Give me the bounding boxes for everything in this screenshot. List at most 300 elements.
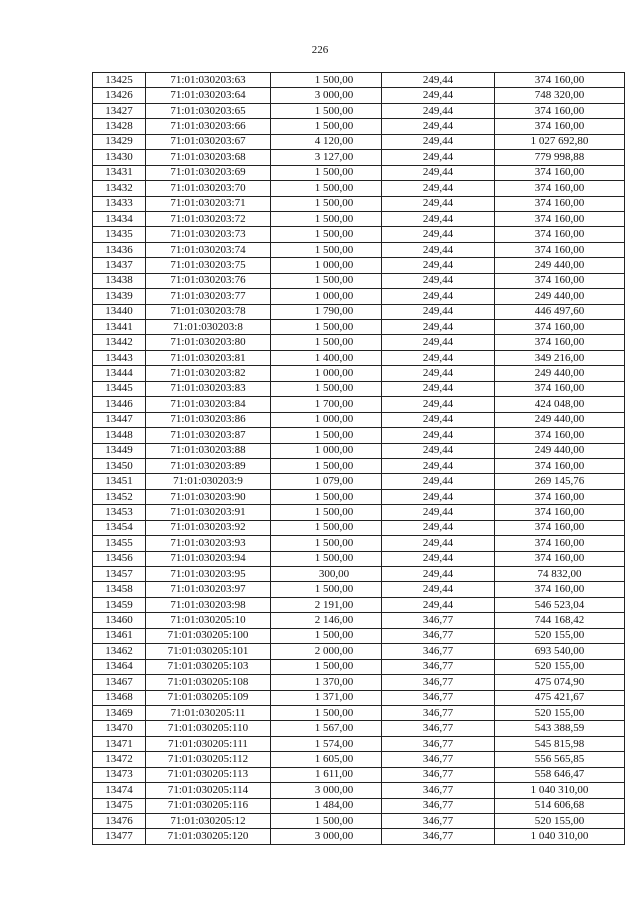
value-cell: 374 160,00 xyxy=(495,227,625,242)
rate-cell: 346,77 xyxy=(382,798,495,813)
area-cell: 1 500,00 xyxy=(271,181,382,196)
table-row xyxy=(93,721,625,736)
area-cell: 1 500,00 xyxy=(271,165,382,180)
cadastral-number-cell: 71:01:030203:80 xyxy=(146,335,271,350)
value-cell: 475 421,67 xyxy=(495,690,625,705)
row-number-cell: 13429 xyxy=(93,134,146,149)
row-number-cell: 13468 xyxy=(93,690,146,705)
area-cell: 1 700,00 xyxy=(271,397,382,412)
table-row xyxy=(93,196,625,211)
row-number-cell: 13467 xyxy=(93,675,146,690)
table-row xyxy=(93,227,625,242)
cadastral-number-cell: 71:01:030205:12 xyxy=(146,814,271,829)
value-cell: 424 048,00 xyxy=(495,397,625,412)
value-cell: 249 440,00 xyxy=(495,289,625,304)
table-row xyxy=(93,150,625,165)
row-number-cell: 13434 xyxy=(93,211,146,226)
rate-cell: 249,44 xyxy=(382,381,495,396)
rate-cell: 249,44 xyxy=(382,227,495,242)
rate-cell: 346,77 xyxy=(382,628,495,643)
rate-cell: 346,77 xyxy=(382,644,495,659)
cadastral-number-cell: 71:01:030205:100 xyxy=(146,628,271,643)
rate-cell: 249,44 xyxy=(382,335,495,350)
value-cell: 374 160,00 xyxy=(495,165,625,180)
area-cell: 1 000,00 xyxy=(271,289,382,304)
cadastral-number-cell: 71:01:030203:71 xyxy=(146,196,271,211)
rate-cell: 249,44 xyxy=(382,428,495,443)
row-number-cell: 13454 xyxy=(93,520,146,535)
value-cell: 249 440,00 xyxy=(495,443,625,458)
cadastral-number-cell: 71:01:030203:83 xyxy=(146,381,271,396)
area-cell: 1 574,00 xyxy=(271,736,382,751)
rate-cell: 249,44 xyxy=(382,304,495,319)
area-cell: 1 000,00 xyxy=(271,366,382,381)
area-cell: 1 500,00 xyxy=(271,227,382,242)
value-cell: 1 027 692,80 xyxy=(495,134,625,149)
area-cell: 1 500,00 xyxy=(271,335,382,350)
table-row xyxy=(93,412,625,427)
cadastral-number-cell: 71:01:030205:116 xyxy=(146,798,271,813)
row-number-cell: 13444 xyxy=(93,366,146,381)
table-row xyxy=(93,119,625,134)
cadastral-number-cell: 71:01:030203:78 xyxy=(146,304,271,319)
table-row xyxy=(93,211,625,226)
rate-cell: 249,44 xyxy=(382,150,495,165)
cadastral-number-cell: 71:01:030203:75 xyxy=(146,258,271,273)
value-cell: 546 523,04 xyxy=(495,597,625,612)
value-cell: 374 160,00 xyxy=(495,211,625,226)
value-cell: 374 160,00 xyxy=(495,273,625,288)
cadastral-number-cell: 71:01:030203:87 xyxy=(146,428,271,443)
table-row xyxy=(93,613,625,628)
area-cell: 3 000,00 xyxy=(271,88,382,103)
table-row xyxy=(93,428,625,443)
row-number-cell: 13464 xyxy=(93,659,146,674)
area-cell: 3 127,00 xyxy=(271,150,382,165)
table-row xyxy=(93,736,625,751)
area-cell: 1 500,00 xyxy=(271,242,382,257)
table-row xyxy=(93,767,625,782)
rate-cell: 346,77 xyxy=(382,767,495,782)
table-row xyxy=(93,397,625,412)
row-number-cell: 13476 xyxy=(93,814,146,829)
table-row xyxy=(93,242,625,257)
area-cell: 1 500,00 xyxy=(271,196,382,211)
table-row xyxy=(93,366,625,381)
cadastral-number-cell: 71:01:030205:113 xyxy=(146,767,271,782)
table-row xyxy=(93,520,625,535)
rate-cell: 249,44 xyxy=(382,489,495,504)
cadastral-number-cell: 71:01:030203:88 xyxy=(146,443,271,458)
value-cell: 374 160,00 xyxy=(495,458,625,473)
area-cell: 1 500,00 xyxy=(271,520,382,535)
row-number-cell: 13433 xyxy=(93,196,146,211)
table-row xyxy=(93,273,625,288)
cadastral-number-cell: 71:01:030203:66 xyxy=(146,119,271,134)
area-cell: 4 120,00 xyxy=(271,134,382,149)
rate-cell: 249,44 xyxy=(382,597,495,612)
rate-cell: 249,44 xyxy=(382,443,495,458)
value-cell: 1 040 310,00 xyxy=(495,829,625,844)
value-cell: 520 155,00 xyxy=(495,814,625,829)
rate-cell: 346,77 xyxy=(382,690,495,705)
rate-cell: 249,44 xyxy=(382,119,495,134)
rate-cell: 346,77 xyxy=(382,829,495,844)
rate-cell: 346,77 xyxy=(382,752,495,767)
cadastral-number-cell: 71:01:030205:11 xyxy=(146,705,271,720)
cadastral-number-cell: 71:01:030205:110 xyxy=(146,721,271,736)
area-cell: 1 500,00 xyxy=(271,628,382,643)
area-cell: 1 000,00 xyxy=(271,258,382,273)
cadastral-number-cell: 71:01:030203:93 xyxy=(146,536,271,551)
area-cell: 1 500,00 xyxy=(271,814,382,829)
row-number-cell: 13430 xyxy=(93,150,146,165)
row-number-cell: 13469 xyxy=(93,705,146,720)
value-cell: 475 074,90 xyxy=(495,675,625,690)
area-cell: 1 000,00 xyxy=(271,412,382,427)
land-plot-table xyxy=(92,72,625,845)
cadastral-number-cell: 71:01:030203:65 xyxy=(146,103,271,118)
cadastral-number-cell: 71:01:030203:89 xyxy=(146,458,271,473)
value-cell: 374 160,00 xyxy=(495,551,625,566)
value-cell: 545 815,98 xyxy=(495,736,625,751)
cadastral-number-cell: 71:01:030203:91 xyxy=(146,505,271,520)
row-number-cell: 13472 xyxy=(93,752,146,767)
area-cell: 300,00 xyxy=(271,567,382,582)
table-row xyxy=(93,551,625,566)
row-number-cell: 13453 xyxy=(93,505,146,520)
cadastral-number-cell: 71:01:030203:90 xyxy=(146,489,271,504)
row-number-cell: 13456 xyxy=(93,551,146,566)
row-number-cell: 13458 xyxy=(93,582,146,597)
rate-cell: 249,44 xyxy=(382,412,495,427)
table-row xyxy=(93,165,625,180)
row-number-cell: 13425 xyxy=(93,73,146,88)
row-number-cell: 13428 xyxy=(93,119,146,134)
table-row xyxy=(93,88,625,103)
row-number-cell: 13445 xyxy=(93,381,146,396)
cadastral-number-cell: 71:01:030203:82 xyxy=(146,366,271,381)
cadastral-number-cell: 71:01:030205:10 xyxy=(146,613,271,628)
rate-cell: 249,44 xyxy=(382,366,495,381)
row-number-cell: 13471 xyxy=(93,736,146,751)
row-number-cell: 13442 xyxy=(93,335,146,350)
table-row xyxy=(93,289,625,304)
value-cell: 744 168,42 xyxy=(495,613,625,628)
rate-cell: 249,44 xyxy=(382,474,495,489)
rate-cell: 249,44 xyxy=(382,73,495,88)
cadastral-number-cell: 71:01:030203:95 xyxy=(146,567,271,582)
area-cell: 1 370,00 xyxy=(271,675,382,690)
rate-cell: 249,44 xyxy=(382,505,495,520)
value-cell: 693 540,00 xyxy=(495,644,625,659)
area-cell: 1 500,00 xyxy=(271,211,382,226)
area-cell: 1 079,00 xyxy=(271,474,382,489)
cadastral-number-cell: 71:01:030205:111 xyxy=(146,736,271,751)
rate-cell: 346,77 xyxy=(382,705,495,720)
value-cell: 74 832,00 xyxy=(495,567,625,582)
table-row xyxy=(93,443,625,458)
cadastral-number-cell: 71:01:030203:84 xyxy=(146,397,271,412)
cadastral-number-cell: 71:01:030203:9 xyxy=(146,474,271,489)
rate-cell: 346,77 xyxy=(382,613,495,628)
area-cell: 1 790,00 xyxy=(271,304,382,319)
row-number-cell: 13446 xyxy=(93,397,146,412)
area-cell: 1 500,00 xyxy=(271,536,382,551)
cadastral-number-cell: 71:01:030205:109 xyxy=(146,690,271,705)
rate-cell: 249,44 xyxy=(382,88,495,103)
area-cell: 1 500,00 xyxy=(271,705,382,720)
table-row xyxy=(93,597,625,612)
value-cell: 374 160,00 xyxy=(495,428,625,443)
area-cell: 2 000,00 xyxy=(271,644,382,659)
area-cell: 3 000,00 xyxy=(271,783,382,798)
cadastral-number-cell: 71:01:030203:72 xyxy=(146,211,271,226)
value-cell: 543 388,59 xyxy=(495,721,625,736)
rate-cell: 249,44 xyxy=(382,520,495,535)
value-cell: 374 160,00 xyxy=(495,381,625,396)
row-number-cell: 13473 xyxy=(93,767,146,782)
value-cell: 558 646,47 xyxy=(495,767,625,782)
value-cell: 374 160,00 xyxy=(495,119,625,134)
area-cell: 1 500,00 xyxy=(271,505,382,520)
row-number-cell: 13441 xyxy=(93,320,146,335)
row-number-cell: 13470 xyxy=(93,721,146,736)
table-row xyxy=(93,335,625,350)
value-cell: 374 160,00 xyxy=(495,536,625,551)
cadastral-number-cell: 71:01:030203:70 xyxy=(146,181,271,196)
area-cell: 1 611,00 xyxy=(271,767,382,782)
area-cell: 1 567,00 xyxy=(271,721,382,736)
rate-cell: 249,44 xyxy=(382,458,495,473)
rate-cell: 249,44 xyxy=(382,196,495,211)
cadastral-number-cell: 71:01:030203:81 xyxy=(146,350,271,365)
rate-cell: 249,44 xyxy=(382,582,495,597)
cadastral-number-cell: 71:01:030203:68 xyxy=(146,150,271,165)
value-cell: 374 160,00 xyxy=(495,335,625,350)
rate-cell: 249,44 xyxy=(382,258,495,273)
table-row xyxy=(93,798,625,813)
table-row xyxy=(93,489,625,504)
value-cell: 520 155,00 xyxy=(495,628,625,643)
cadastral-number-cell: 71:01:030203:98 xyxy=(146,597,271,612)
table-row xyxy=(93,675,625,690)
value-cell: 374 160,00 xyxy=(495,505,625,520)
row-number-cell: 13437 xyxy=(93,258,146,273)
value-cell: 249 440,00 xyxy=(495,366,625,381)
row-number-cell: 13447 xyxy=(93,412,146,427)
table-row xyxy=(93,829,625,844)
row-number-cell: 13436 xyxy=(93,242,146,257)
value-cell: 374 160,00 xyxy=(495,489,625,504)
table-row xyxy=(93,659,625,674)
cadastral-number-cell: 71:01:030205:103 xyxy=(146,659,271,674)
table-row xyxy=(93,690,625,705)
table-row xyxy=(93,536,625,551)
table-row xyxy=(93,474,625,489)
value-cell: 520 155,00 xyxy=(495,705,625,720)
table-row xyxy=(93,350,625,365)
rate-cell: 249,44 xyxy=(382,536,495,551)
area-cell: 2 191,00 xyxy=(271,597,382,612)
rate-cell: 249,44 xyxy=(382,567,495,582)
rate-cell: 346,77 xyxy=(382,814,495,829)
cadastral-number-cell: 71:01:030203:77 xyxy=(146,289,271,304)
value-cell: 249 440,00 xyxy=(495,258,625,273)
value-cell: 269 145,76 xyxy=(495,474,625,489)
value-cell: 520 155,00 xyxy=(495,659,625,674)
row-number-cell: 13432 xyxy=(93,181,146,196)
value-cell: 374 160,00 xyxy=(495,103,625,118)
cadastral-number-cell: 71:01:030203:97 xyxy=(146,582,271,597)
area-cell: 1 371,00 xyxy=(271,690,382,705)
row-number-cell: 13457 xyxy=(93,567,146,582)
cadastral-number-cell: 71:01:030203:86 xyxy=(146,412,271,427)
area-cell: 1 605,00 xyxy=(271,752,382,767)
cadastral-number-cell: 71:01:030203:92 xyxy=(146,520,271,535)
row-number-cell: 13439 xyxy=(93,289,146,304)
table-row xyxy=(93,582,625,597)
page-number: 226 xyxy=(311,44,329,56)
area-cell: 1 500,00 xyxy=(271,551,382,566)
area-cell: 1 000,00 xyxy=(271,443,382,458)
cadastral-number-cell: 71:01:030205:114 xyxy=(146,783,271,798)
value-cell: 374 160,00 xyxy=(495,73,625,88)
area-cell: 1 500,00 xyxy=(271,458,382,473)
value-cell: 349 216,00 xyxy=(495,350,625,365)
row-number-cell: 13438 xyxy=(93,273,146,288)
table-row xyxy=(93,258,625,273)
value-cell: 748 320,00 xyxy=(495,88,625,103)
rate-cell: 249,44 xyxy=(382,211,495,226)
table-row xyxy=(93,304,625,319)
table-row xyxy=(93,752,625,767)
cadastral-number-cell: 71:01:030203:74 xyxy=(146,242,271,257)
row-number-cell: 13452 xyxy=(93,489,146,504)
row-number-cell: 13460 xyxy=(93,613,146,628)
rate-cell: 249,44 xyxy=(382,165,495,180)
row-number-cell: 13426 xyxy=(93,88,146,103)
row-number-cell: 13461 xyxy=(93,628,146,643)
cadastral-number-cell: 71:01:030205:101 xyxy=(146,644,271,659)
rate-cell: 346,77 xyxy=(382,736,495,751)
rate-cell: 249,44 xyxy=(382,320,495,335)
table-row xyxy=(93,134,625,149)
rate-cell: 249,44 xyxy=(382,350,495,365)
cadastral-number-cell: 71:01:030203:69 xyxy=(146,165,271,180)
rate-cell: 249,44 xyxy=(382,181,495,196)
value-cell: 556 565,85 xyxy=(495,752,625,767)
area-cell: 1 500,00 xyxy=(271,582,382,597)
row-number-cell: 13477 xyxy=(93,829,146,844)
value-cell: 374 160,00 xyxy=(495,242,625,257)
area-cell: 1 500,00 xyxy=(271,428,382,443)
area-cell: 1 500,00 xyxy=(271,659,382,674)
rate-cell: 249,44 xyxy=(382,273,495,288)
table-row xyxy=(93,628,625,643)
table-row xyxy=(93,458,625,473)
cadastral-number-cell: 71:01:030203:8 xyxy=(146,320,271,335)
value-cell: 374 160,00 xyxy=(495,582,625,597)
row-number-cell: 13427 xyxy=(93,103,146,118)
cadastral-number-cell: 71:01:030203:73 xyxy=(146,227,271,242)
row-number-cell: 13474 xyxy=(93,783,146,798)
value-cell: 1 040 310,00 xyxy=(495,783,625,798)
table-row xyxy=(93,705,625,720)
cadastral-number-cell: 71:01:030203:64 xyxy=(146,88,271,103)
row-number-cell: 13448 xyxy=(93,428,146,443)
row-number-cell: 13459 xyxy=(93,597,146,612)
area-cell: 1 400,00 xyxy=(271,350,382,365)
row-number-cell: 13431 xyxy=(93,165,146,180)
value-cell: 374 160,00 xyxy=(495,181,625,196)
cadastral-number-cell: 71:01:030205:112 xyxy=(146,752,271,767)
rate-cell: 249,44 xyxy=(382,103,495,118)
area-cell: 1 484,00 xyxy=(271,798,382,813)
cadastral-number-cell: 71:01:030205:108 xyxy=(146,675,271,690)
row-number-cell: 13455 xyxy=(93,536,146,551)
row-number-cell: 13450 xyxy=(93,458,146,473)
value-cell: 779 998,88 xyxy=(495,150,625,165)
rate-cell: 346,77 xyxy=(382,721,495,736)
table-row xyxy=(93,505,625,520)
table-row xyxy=(93,320,625,335)
rate-cell: 346,77 xyxy=(382,675,495,690)
area-cell: 1 500,00 xyxy=(271,73,382,88)
table-body xyxy=(93,73,625,845)
row-number-cell: 13475 xyxy=(93,798,146,813)
row-number-cell: 13440 xyxy=(93,304,146,319)
area-cell: 1 500,00 xyxy=(271,489,382,504)
row-number-cell: 13443 xyxy=(93,350,146,365)
row-number-cell: 13462 xyxy=(93,644,146,659)
area-cell: 3 000,00 xyxy=(271,829,382,844)
rate-cell: 249,44 xyxy=(382,242,495,257)
cadastral-number-cell: 71:01:030205:120 xyxy=(146,829,271,844)
area-cell: 1 500,00 xyxy=(271,119,382,134)
value-cell: 374 160,00 xyxy=(495,196,625,211)
rate-cell: 346,77 xyxy=(382,659,495,674)
row-number-cell: 13435 xyxy=(93,227,146,242)
rate-cell: 346,77 xyxy=(382,783,495,798)
rate-cell: 249,44 xyxy=(382,397,495,412)
table-row xyxy=(93,381,625,396)
row-number-cell: 13451 xyxy=(93,474,146,489)
rate-cell: 249,44 xyxy=(382,134,495,149)
value-cell: 249 440,00 xyxy=(495,412,625,427)
area-cell: 1 500,00 xyxy=(271,103,382,118)
table-row xyxy=(93,567,625,582)
rate-cell: 249,44 xyxy=(382,289,495,304)
value-cell: 446 497,60 xyxy=(495,304,625,319)
value-cell: 374 160,00 xyxy=(495,520,625,535)
area-cell: 1 500,00 xyxy=(271,273,382,288)
table-row xyxy=(93,783,625,798)
area-cell: 1 500,00 xyxy=(271,381,382,396)
area-cell: 1 500,00 xyxy=(271,320,382,335)
table-row xyxy=(93,644,625,659)
row-number-cell: 13449 xyxy=(93,443,146,458)
value-cell: 374 160,00 xyxy=(495,320,625,335)
table-row xyxy=(93,181,625,196)
area-cell: 2 146,00 xyxy=(271,613,382,628)
cadastral-number-cell: 71:01:030203:76 xyxy=(146,273,271,288)
cadastral-number-cell: 71:01:030203:67 xyxy=(146,134,271,149)
table-row xyxy=(93,103,625,118)
cadastral-number-cell: 71:01:030203:94 xyxy=(146,551,271,566)
value-cell: 514 606,68 xyxy=(495,798,625,813)
cadastral-number-cell: 71:01:030203:63 xyxy=(146,73,271,88)
